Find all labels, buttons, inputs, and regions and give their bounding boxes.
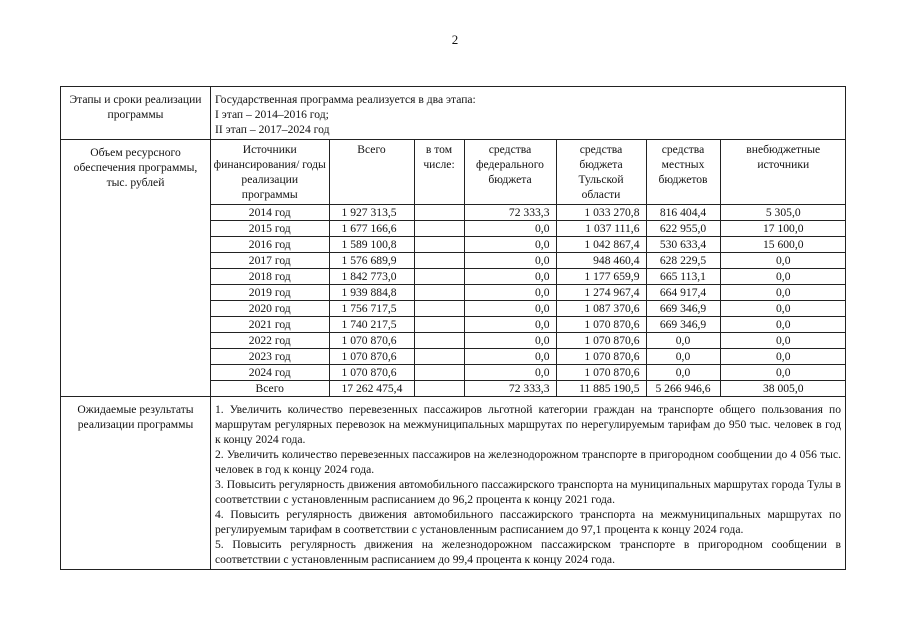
cell-regional: 1 037 111,6 bbox=[556, 221, 646, 237]
funding-table-row bbox=[211, 317, 846, 333]
stages-line: Государственная программа реализуется в два этапа: bbox=[215, 93, 476, 106]
funding-label: Объем ресурсного обеспечения программы, тыс. рублей bbox=[61, 140, 211, 397]
cell-extra: 0,0 bbox=[720, 333, 846, 349]
cell-total: 1 927 313,5 bbox=[329, 205, 414, 221]
cell-year: 2022 год bbox=[211, 333, 329, 349]
cell-regional: 1 087 370,6 bbox=[556, 301, 646, 317]
cell-local: 5 266 946,6 bbox=[646, 381, 720, 397]
cell-total: 1 070 870,6 bbox=[329, 365, 414, 381]
header-source: Источники финансирования/ годы реализации программы bbox=[211, 140, 329, 205]
cell-extra: 17 100,0 bbox=[720, 221, 846, 237]
cell-including bbox=[414, 253, 464, 269]
header-local: средства местных бюджетов bbox=[646, 140, 720, 205]
cell-total: 1 576 689,9 bbox=[329, 253, 414, 269]
cell-total: 1 070 870,6 bbox=[329, 333, 414, 349]
cell-regional: 1 042 867,4 bbox=[556, 237, 646, 253]
cell-local: 622 955,0 bbox=[646, 221, 720, 237]
cell-federal: 0,0 bbox=[464, 333, 556, 349]
cell-regional: 1 070 870,6 bbox=[556, 317, 646, 333]
cell-total: 1 677 166,6 bbox=[329, 221, 414, 237]
funding-table-row bbox=[211, 269, 846, 285]
funding-table-row bbox=[211, 381, 846, 397]
cell-regional: 1 070 870,6 bbox=[556, 349, 646, 365]
cell-federal: 0,0 bbox=[464, 365, 556, 381]
cell-extra: 0,0 bbox=[720, 365, 846, 381]
cell-federal: 72 333,3 bbox=[464, 205, 556, 221]
cell-local: 0,0 bbox=[646, 365, 720, 381]
stages-content bbox=[211, 87, 846, 140]
cell-including bbox=[414, 381, 464, 397]
cell-local: 665 113,1 bbox=[646, 269, 720, 285]
results-row bbox=[61, 397, 846, 570]
header-regional: средства бюджета Тульской области bbox=[556, 140, 646, 205]
cell-extra: 38 005,0 bbox=[720, 381, 846, 397]
cell-federal: 72 333,3 bbox=[464, 381, 556, 397]
funding-table-row bbox=[211, 301, 846, 317]
funding-table-row bbox=[211, 365, 846, 381]
cell-including bbox=[414, 269, 464, 285]
result-item: 1. Увеличить количество перевезенных пассажиров льготной категории граждан на транспорте общего пользования по маршрутам регулярных перевозок на межмуниципальных маршрутах по нерегулируемым тарифам до 950 тыс. человек в год к концу 2024 года. bbox=[215, 403, 841, 446]
cell-including bbox=[414, 285, 464, 301]
header-including: в том числе: bbox=[414, 140, 464, 205]
cell-total: 1 740 217,5 bbox=[329, 317, 414, 333]
funding-table-row bbox=[211, 237, 846, 253]
result-item: 3. Повысить регулярность движения автомобильного пассажирского транспорта на муниципальных маршрутах города Тулы в соответствии с установленным расписанием до 96,2 процента к концу 2021 года. bbox=[215, 478, 841, 506]
cell-federal: 0,0 bbox=[464, 221, 556, 237]
funding-table-row bbox=[211, 333, 846, 349]
cell-local: 530 633,4 bbox=[646, 237, 720, 253]
cell-year: 2023 год bbox=[211, 349, 329, 365]
cell-year: Всего bbox=[211, 381, 329, 397]
page-number: 2 bbox=[451, 32, 459, 47]
header-federal: средства федерального бюджета bbox=[464, 140, 556, 205]
cell-local: 816 404,4 bbox=[646, 205, 720, 221]
result-item: 5. Повысить регулярность движения на железнодорожном пассажирском транспорте в пригородном сообщении в соответствии с установленным расписанием до 99,4 процента к концу 2024 года. bbox=[215, 538, 841, 566]
cell-extra: 0,0 bbox=[720, 285, 846, 301]
stages-label: Этапы и сроки реализации программы bbox=[61, 87, 211, 140]
cell-extra: 15 600,0 bbox=[720, 237, 846, 253]
cell-including bbox=[414, 365, 464, 381]
cell-federal: 0,0 bbox=[464, 253, 556, 269]
cell-local: 0,0 bbox=[646, 349, 720, 365]
cell-including bbox=[414, 349, 464, 365]
funding-table-row bbox=[211, 221, 846, 237]
cell-year: 2017 год bbox=[211, 253, 329, 269]
cell-year: 2021 год bbox=[211, 317, 329, 333]
funding-table-row bbox=[211, 285, 846, 301]
funding-content bbox=[211, 140, 846, 397]
stages-row bbox=[61, 87, 846, 140]
cell-federal: 0,0 bbox=[464, 301, 556, 317]
cell-including bbox=[414, 237, 464, 253]
cell-regional: 1 070 870,6 bbox=[556, 333, 646, 349]
cell-local: 0,0 bbox=[646, 333, 720, 349]
cell-including bbox=[414, 301, 464, 317]
cell-regional: 1 177 659,9 bbox=[556, 269, 646, 285]
cell-extra: 0,0 bbox=[720, 349, 846, 365]
cell-local: 628 229,5 bbox=[646, 253, 720, 269]
cell-local: 664 917,4 bbox=[646, 285, 720, 301]
stages-line: II этап – 2017–2024 год bbox=[215, 123, 330, 136]
cell-year: 2016 год bbox=[211, 237, 329, 253]
cell-year: 2014 год bbox=[211, 205, 329, 221]
funding-table-row bbox=[211, 205, 846, 221]
header-extra: внебюджетные источники bbox=[720, 140, 846, 205]
funding-row bbox=[61, 140, 846, 397]
funding-table-row bbox=[211, 349, 846, 365]
cell-including bbox=[414, 317, 464, 333]
result-item: 2. Увеличить количество перевезенных пассажиров на железнодорожном транспорте в пригородном сообщении до 4 056 тыс. человек в год к концу 2024 года. bbox=[215, 448, 841, 476]
cell-total: 1 756 717,5 bbox=[329, 301, 414, 317]
cell-local: 669 346,9 bbox=[646, 317, 720, 333]
cell-extra: 0,0 bbox=[720, 253, 846, 269]
cell-total: 1 842 773,0 bbox=[329, 269, 414, 285]
cell-federal: 0,0 bbox=[464, 317, 556, 333]
cell-federal: 0,0 bbox=[464, 269, 556, 285]
cell-regional: 1 070 870,6 bbox=[556, 365, 646, 381]
cell-total: 1 070 870,6 bbox=[329, 349, 414, 365]
result-item: 4. Повысить регулярность движения автомобильного пассажирского транспорта на межмуниципальных маршрутах по регулируемым тарифам в соответствии с установленным расписанием до 97,1 процента к концу 2024 года. bbox=[215, 508, 841, 536]
cell-total: 1 589 100,8 bbox=[329, 237, 414, 253]
cell-regional: 11 885 190,5 bbox=[556, 381, 646, 397]
cell-regional: 1 274 967,4 bbox=[556, 285, 646, 301]
cell-extra: 0,0 bbox=[720, 317, 846, 333]
cell-extra: 0,0 bbox=[720, 301, 846, 317]
cell-year: 2024 год bbox=[211, 365, 329, 381]
cell-regional: 948 460,4 bbox=[556, 253, 646, 269]
cell-extra: 5 305,0 bbox=[720, 205, 846, 221]
cell-year: 2015 год bbox=[211, 221, 329, 237]
cell-federal: 0,0 bbox=[464, 349, 556, 365]
cell-total: 1 939 884,8 bbox=[329, 285, 414, 301]
cell-year: 2019 год bbox=[211, 285, 329, 301]
funding-table bbox=[211, 140, 846, 396]
results-label: Ожидаемые результаты реализации программы bbox=[61, 397, 211, 570]
funding-body bbox=[211, 205, 846, 397]
cell-including bbox=[414, 333, 464, 349]
results-content bbox=[211, 397, 846, 570]
stages-line: I этап – 2014–2016 год; bbox=[215, 108, 329, 121]
cell-including bbox=[414, 221, 464, 237]
cell-federal: 0,0 bbox=[464, 285, 556, 301]
cell-including bbox=[414, 205, 464, 221]
cell-extra: 0,0 bbox=[720, 269, 846, 285]
header-total: Всего bbox=[329, 140, 414, 205]
cell-federal: 0,0 bbox=[464, 237, 556, 253]
cell-year: 2020 год bbox=[211, 301, 329, 317]
cell-total: 17 262 475,4 bbox=[329, 381, 414, 397]
cell-year: 2018 год bbox=[211, 269, 329, 285]
cell-local: 669 346,9 bbox=[646, 301, 720, 317]
funding-header-row bbox=[211, 140, 846, 205]
funding-table-row bbox=[211, 253, 846, 269]
program-passport-table bbox=[60, 86, 846, 570]
cell-regional: 1 033 270,8 bbox=[556, 205, 646, 221]
